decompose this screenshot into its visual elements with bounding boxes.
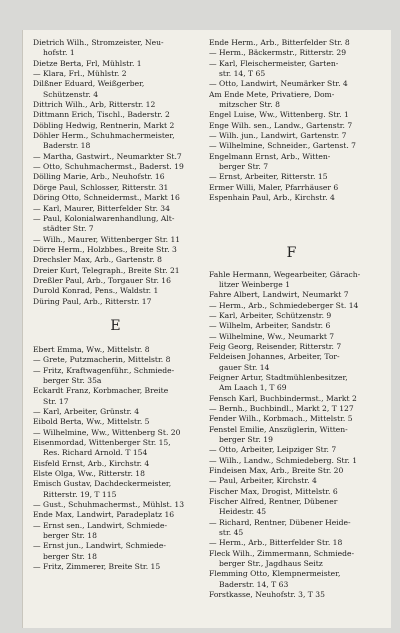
entry-line: — Wilhelm, Arbeiter, Sandstr. 6: [209, 321, 331, 331]
entry-line: Fischer Max, Drogist, Mittelstr. 6: [209, 486, 338, 496]
directory-page: [22, 30, 391, 628]
entry-line: Flemming Otto, Klempnermeister,: [209, 569, 341, 579]
entry-line: — Otto, Arbeiter, Leipziger Str. 7: [209, 445, 337, 455]
entries-e-cont: [209, 38, 375, 204]
section-gap: [209, 204, 375, 244]
entry-line: — Wilh. jun., Landwirt, Gartenstr. 7: [209, 131, 347, 141]
directory-entry: [209, 321, 375, 331]
entry-line: — Fritz, Kraftwagenführ., Schmiede-: [33, 365, 175, 375]
entry-line: Düring Paul, Arb., Ritterstr. 17: [33, 296, 152, 306]
entry-line: Eisenmordad, Wittenberger Str. 15,: [33, 438, 171, 448]
directory-entry: [33, 479, 199, 500]
entry-line: Dörge Paul, Schlosser, Ritterstr. 31: [33, 182, 169, 192]
entry-continuation: berger Str. 35a: [43, 375, 102, 385]
entry-line: Feldeisen Johannes, Arbeiter, Tor-: [209, 352, 340, 362]
entry-line: — Herm., Bäckermstr., Ritterstr. 29: [209, 48, 347, 58]
entries-d: [33, 38, 199, 307]
entry-continuation: berger Str. 18: [43, 551, 97, 561]
entries-e: [33, 345, 199, 573]
directory-entry: [209, 487, 375, 497]
directory-entry: [33, 266, 199, 276]
entry-continuation: str. 14, T 65: [219, 69, 266, 79]
entry-line: — Fritz, Zimmerer, Breite Str. 15: [33, 562, 161, 572]
directory-entry: [209, 59, 375, 80]
directory-entry: [209, 193, 375, 203]
section-gap: [209, 262, 375, 270]
entry-line: — Ernst sen., Landwirt, Schmiede-: [33, 520, 168, 530]
entry-line: — Ernst jun., Landwirt, Schmiede-: [33, 541, 166, 551]
directory-entry: [209, 466, 375, 476]
entry-line: — Gust., Schuhmachermst., Mühlst. 13: [33, 500, 185, 510]
directory-entry: [33, 428, 199, 438]
directory-entry: [33, 510, 199, 520]
entry-continuation: berger Str. 7: [219, 162, 269, 172]
entry-continuation: berger Str. 19: [219, 435, 273, 444]
directory-entry: [209, 121, 375, 131]
right-column: [209, 38, 375, 601]
directory-entry: [209, 290, 375, 300]
entry-line: Espenhain Paul, Arb., Kirchstr. 4: [209, 193, 335, 203]
directory-entry: [33, 521, 199, 542]
entry-line: — Wilhelmine, Ww., Wittenberg St. 20: [33, 427, 181, 437]
entry-line: Eibold Berta, Ww., Mittelstr. 5: [33, 417, 150, 427]
directory-entry: [33, 152, 199, 162]
directory-entry: [209, 110, 375, 120]
directory-entry: [33, 235, 199, 245]
directory-entry: [33, 355, 199, 365]
entry-line: — Wilhelmine, Ww., Neumarkt 7: [209, 331, 335, 341]
directory-entry: [33, 38, 199, 59]
directory-entry: [209, 549, 375, 570]
entry-line: — Karl, Arbeiter, Grünstr. 4: [33, 407, 140, 416]
entry-line: — Paul, Kolonialwarenhandlung, Alt-: [33, 213, 175, 223]
entry-line: Findeisen Max, Arb., Breite Str. 20: [209, 466, 344, 476]
entry-continuation: Res. Richard Arnold. T 154: [43, 448, 148, 458]
entry-continuation: Baderstr. 18: [43, 141, 91, 151]
entry-continuation: hofstr. 1: [43, 48, 75, 58]
directory-entry: [33, 183, 199, 193]
directory-entry: [33, 255, 199, 265]
entry-line: — Richard, Rentner, Dübener Heide-: [209, 517, 351, 527]
entry-line: — Herm., Arb., Schmiedeberger St. 14: [209, 300, 359, 310]
directory-entry: [209, 152, 375, 173]
directory-entry: [209, 141, 375, 151]
directory-entry: [33, 438, 199, 459]
directory-entry: [209, 456, 375, 466]
directory-entry: [33, 172, 199, 182]
directory-entry: [33, 469, 199, 479]
entry-line: Dittmann Erich, Tischl., Baderstr. 2: [33, 110, 170, 120]
directory-entry: [33, 193, 199, 203]
entry-line: Dörre Herm., Holzbbes., Breite Str. 3: [33, 244, 177, 254]
directory-entry: [209, 497, 375, 518]
directory-entry: [33, 407, 199, 417]
directory-entry: [209, 476, 375, 486]
entry-line: Döhler Herm., Schuhmachermeister,: [33, 131, 175, 141]
entry-continuation: Str. 17: [43, 396, 69, 406]
entry-line: Dietze Berta, Frl, Mühlstr. 1: [33, 58, 142, 68]
entry-line: — Karl, Fleischermeister, Garten-: [209, 58, 339, 68]
entry-continuation: Baderstr. 14, T 63: [219, 579, 289, 589]
directory-entry: [33, 131, 199, 152]
entry-line: Feig Georg, Reisender, Ritterstr. 7: [209, 341, 342, 351]
entry-line: Ende Herm., Arb., Bitterfelder Str. 8: [209, 38, 350, 47]
section-gap: [33, 307, 199, 317]
entry-continuation: berger Str., Jagdhaus Seitz: [219, 559, 323, 569]
directory-entry: [33, 297, 199, 307]
directory-entry: [33, 79, 199, 100]
entry-line: Elste Olga, Ww., Ritterstr. 18: [33, 469, 145, 479]
directory-entry: [209, 404, 375, 414]
directory-entry: [33, 100, 199, 110]
entry-line: — Wilhelmine, Schneider., Gartenst. 7: [209, 141, 357, 151]
entry-line: Döring Otto, Schneidermst., Markt 16: [33, 193, 180, 203]
entry-continuation: gauer Str. 14: [219, 362, 270, 372]
directory-entry: [209, 79, 375, 89]
directory-entry: [33, 459, 199, 469]
entries-f: [209, 270, 375, 601]
entry-line: Dilßner Eduard, Weißgerber,: [33, 79, 145, 89]
directory-entry: [209, 538, 375, 548]
directory-entry: [33, 69, 199, 79]
entry-continuation: str. 45: [219, 528, 244, 538]
entry-line: — Paul, Arbeiter, Kirchstr. 4: [209, 476, 317, 486]
entry-line: Fleck Wilh., Zimmermann, Schmiede-: [209, 548, 355, 558]
entry-line: — Bernh., Buchbindl., Markt 2, T 127: [209, 403, 354, 413]
directory-entry: [33, 541, 199, 562]
directory-entry: [209, 414, 375, 424]
entry-line: Emisch Gustav, Dachdeckermeister,: [33, 479, 172, 489]
entry-continuation: Ritterstr. 19, T 115: [43, 489, 117, 499]
directory-entry: [209, 518, 375, 539]
entry-continuation: mitzscher Str. 8: [219, 100, 280, 110]
entry-line: Dietrich Wilh., Stromzeister, Neu-: [33, 38, 164, 47]
entry-line: Fensch Karl, Buchbindermst., Markt 2: [209, 393, 357, 403]
directory-entry: [33, 286, 199, 296]
directory-entry: [209, 342, 375, 352]
directory-entry: [33, 245, 199, 255]
entry-line: Fahre Albert, Landwirt, Neumarkt 7: [209, 290, 349, 300]
directory-entry: [33, 417, 199, 427]
entry-line: Dreier Kurt, Telegraph., Breite Str. 21: [33, 265, 180, 275]
entry-line: — Karl, Arbeiter, Schützenstr. 9: [209, 310, 332, 320]
entry-continuation: berger Str. 18: [43, 531, 97, 541]
directory-entry: [209, 311, 375, 321]
entry-line: — Grete, Putzmacherin, Mittelstr. 8: [33, 355, 171, 365]
directory-entry: [209, 131, 375, 141]
entry-line: Dölling Marie, Arb., Neuhofstr. 16: [33, 172, 165, 182]
entry-line: Durold Konrad, Pens., Waldstr. 1: [33, 286, 159, 296]
entry-line: — Ernst, Arbeiter, Ritterstr. 15: [209, 172, 328, 182]
entry-line: Fischer Alfred, Rentner, Dübener: [209, 497, 338, 507]
entry-continuation: litzer Weinberge 1: [219, 279, 291, 289]
entry-line: Ebert Emma, Ww., Mittelstr. 8: [33, 344, 150, 354]
entry-line: — Herm., Arb., Bitterfelder Str. 18: [209, 538, 343, 548]
directory-entry: [209, 90, 375, 111]
directory-entry: [209, 38, 375, 48]
entry-line: Dittrich Wilh., Arb, Ritterstr. 12: [33, 100, 156, 110]
directory-entry: [209, 373, 375, 394]
section-letter-e: E: [110, 317, 122, 334]
directory-entry: [33, 500, 199, 510]
directory-entry: [209, 352, 375, 373]
entry-line: Fender Wilh., Korbmach., Mittelstr. 5: [209, 414, 353, 424]
entry-line: Enge Wilh. sen., Landw., Gartenstr. 7: [209, 120, 353, 130]
directory-entry: [209, 445, 375, 455]
entry-line: Feigner Artur, Stadtmühlenbesitzer,: [209, 372, 348, 382]
entry-line: Engel Luise, Ww., Wittenberg. Str. 1: [209, 110, 349, 120]
entry-line: — Wilh., Landw., Schmiedeberg. Str. 1: [209, 455, 358, 465]
entry-line: Am Ende Mete, Privatiere, Dom-: [209, 89, 335, 99]
directory-entry: [209, 394, 375, 404]
directory-entry: [209, 270, 375, 291]
directory-entry: [209, 425, 375, 446]
directory-entry: [33, 366, 199, 387]
directory-entry: [33, 204, 199, 214]
directory-entry: [33, 59, 199, 69]
entry-line: — Martha, Gastwirt., Neumarkter St.7: [33, 151, 182, 161]
entry-continuation: Schützenstr. 4: [43, 89, 99, 99]
directory-entry: [209, 590, 375, 600]
left-column: [33, 38, 199, 573]
section-gap: [33, 335, 199, 345]
entry-line: Döbling Hedwig, Rentnerin, Markt 2: [33, 120, 175, 130]
directory-entry: [33, 386, 199, 407]
entry-line: Fahle Hermann, Wegearbeiter, Gärach-: [209, 269, 361, 279]
directory-entry: [209, 332, 375, 342]
entry-line: Eisfeld Ernst, Arb., Kirchstr. 4: [33, 458, 150, 468]
directory-entry: [33, 162, 199, 172]
entry-line: — Karl, Maurer, Bitterfelder Str. 34: [33, 203, 170, 213]
entry-continuation: Heidestr. 45: [219, 507, 267, 517]
directory-entry: [209, 569, 375, 590]
entry-line: Fenstel Emilie, Anszüglerin, Witten-: [209, 424, 348, 434]
entry-continuation: städter Str. 7: [43, 224, 94, 234]
entry-line: Eckardt Franz, Korbmacher, Breite: [33, 386, 169, 396]
directory-entry: [33, 121, 199, 131]
directory-entry: [33, 214, 199, 235]
entry-line: Dreßler Paul, Arb., Torgauer Str. 16: [33, 275, 171, 285]
directory-entry: [33, 345, 199, 355]
entry-line: — Klara, Frl., Mühlstr. 2: [33, 69, 127, 79]
directory-entry: [33, 110, 199, 120]
entry-line: — Otto, Landwirt, Neumärker Str. 4: [209, 79, 348, 89]
entry-line: Forstkasse, Neuhofstr. 3, T 35: [209, 590, 325, 600]
directory-entry: [209, 48, 375, 58]
directory-entry: [33, 562, 199, 572]
section-letter-f: F: [286, 244, 298, 261]
entry-line: Ermer Willi, Maler, Pfarrhäuser 6: [209, 182, 339, 192]
entry-line: Drechsler Max, Arb., Gartenstr. 8: [33, 255, 162, 265]
entry-line: Ende Max, Landwirt, Paradeplatz 16: [33, 510, 175, 520]
entry-line: — Wilh., Maurer, Wittenberger Str. 11: [33, 234, 181, 244]
directory-entry: [209, 172, 375, 182]
directory-entry: [209, 301, 375, 311]
entry-line: — Otto, Schuhmachermst., Baderst. 19: [33, 162, 184, 172]
directory-entry: [33, 276, 199, 286]
entry-continuation: Am Laach 1, T 69: [219, 383, 287, 393]
directory-entry: [209, 183, 375, 193]
entry-line: Engelmann Ernst, Arb., Witten-: [209, 151, 331, 161]
